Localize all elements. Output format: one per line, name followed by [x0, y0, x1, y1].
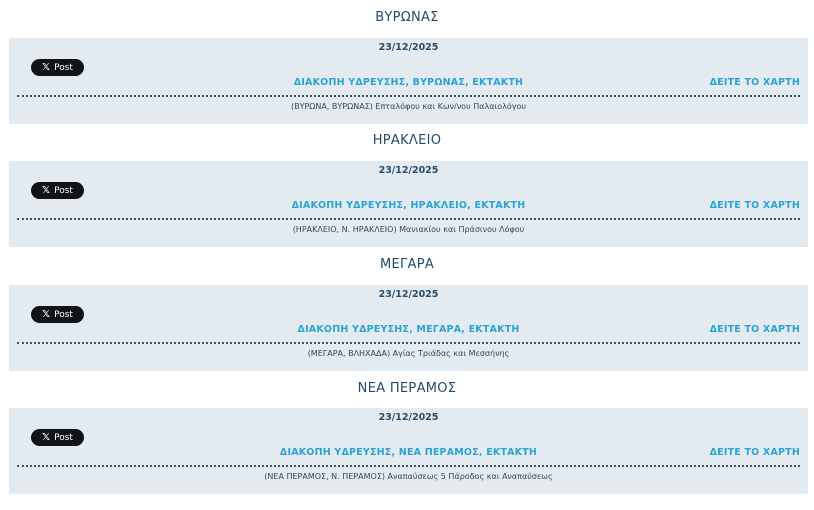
dotted-divider	[17, 218, 800, 220]
x-post-label: Post	[54, 432, 73, 443]
area-title: ΗΡΑΚΛΕΙΟ	[372, 133, 442, 148]
outage-date: 23/12/2025	[378, 289, 439, 300]
outage-card	[9, 38, 808, 124]
view-map-link[interactable]: ΔΕΙΤΕ ΤΟ ΧΑΡΤΗ	[709, 447, 800, 458]
outage-date: 23/12/2025	[378, 42, 439, 53]
area-title: ΒΥΡΩΝΑΣ	[375, 10, 439, 25]
x-post-button[interactable]	[31, 306, 84, 323]
dotted-divider	[17, 95, 800, 97]
view-map-link[interactable]: ΔΕΙΤΕ ΤΟ ΧΑΡΤΗ	[709, 324, 800, 335]
outage-headline: ΔΙΑΚΟΠΗ ΥΔΡΕΥΣΗΣ, ΝΕΑ ΠΕΡΑΜΟΣ, ΕΚΤΑΚΤΗ	[279, 447, 538, 458]
view-map-link[interactable]: ΔΕΙΤΕ ΤΟ ΧΑΡΤΗ	[709, 200, 800, 211]
dotted-divider	[17, 342, 800, 344]
outage-date: 23/12/2025	[378, 165, 439, 176]
outage-card	[9, 408, 808, 494]
outage-address: (ΗΡΑΚΛΕΙΟ, Ν. ΗΡΑΚΛΕΙΟ) Μανιακίου και Πράσινου Λόφου	[292, 225, 525, 234]
x-post-button[interactable]	[31, 429, 84, 446]
area-title: ΝΕΑ ΠΕΡΑΜΟΣ	[357, 381, 457, 396]
dotted-divider	[17, 465, 800, 467]
outage-headline: ΔΙΑΚΟΠΗ ΥΔΡΕΥΣΗΣ, ΒΥΡΩΝΑΣ, ΕΚΤΑΚΤΗ	[293, 77, 524, 88]
x-post-label: Post	[54, 185, 73, 196]
x-post-label: Post	[54, 309, 73, 320]
view-map-link[interactable]: ΔΕΙΤΕ ΤΟ ΧΑΡΤΗ	[709, 77, 800, 88]
x-post-button[interactable]	[31, 59, 84, 76]
outage-address: (ΜΕΓΑΡΑ, ΒΛΗΧΑΔΑ) Αγίας Τριάδας και Μεσσήνης	[307, 349, 510, 358]
x-post-button[interactable]	[31, 182, 84, 199]
x-post-label: Post	[54, 62, 73, 73]
area-title: ΜΕΓΑΡΑ	[379, 257, 435, 272]
x-logo-icon: 𝕏	[42, 185, 51, 196]
outage-card	[9, 161, 808, 247]
outage-card	[9, 285, 808, 371]
x-logo-icon: 𝕏	[42, 309, 51, 320]
outage-date: 23/12/2025	[378, 412, 439, 423]
x-logo-icon: 𝕏	[42, 432, 51, 443]
outage-address: (ΝΕΑ ΠΕΡΑΜΟΣ, Ν. ΠΕΡΑΜΟΣ) Αναπαύσεως 5 Πάροδος και Αναπαύσεως	[264, 472, 553, 481]
outage-headline: ΔΙΑΚΟΠΗ ΥΔΡΕΥΣΗΣ, ΗΡΑΚΛΕΙΟ, ΕΚΤΑΚΤΗ	[291, 200, 526, 211]
x-logo-icon: 𝕏	[42, 62, 51, 73]
outage-headline: ΔΙΑΚΟΠΗ ΥΔΡΕΥΣΗΣ, ΜΕΓΑΡΑ, ΕΚΤΑΚΤΗ	[297, 324, 520, 335]
outage-address: (ΒΥΡΩΝΑ, ΒΥΡΩΝΑΣ) Επταλόφου και Κων/νου Παλαιολόγου	[290, 102, 527, 111]
